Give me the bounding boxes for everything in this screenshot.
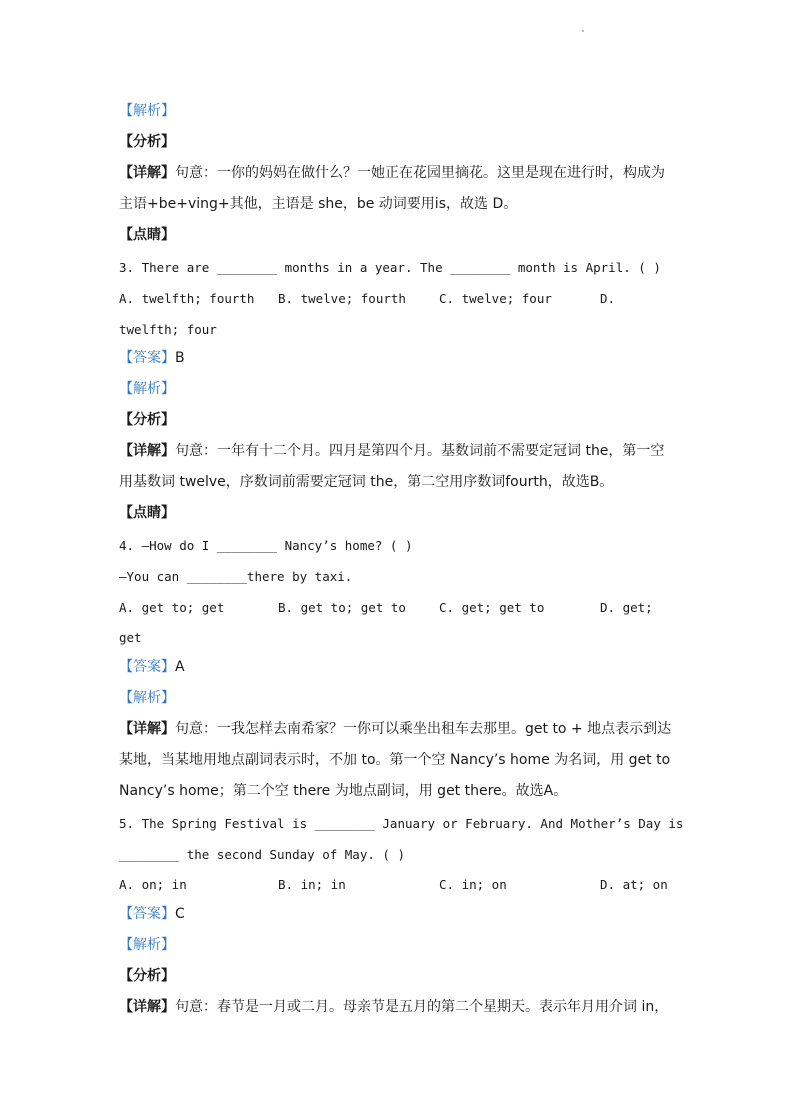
q3-option-b: B. twelve; fourth (278, 291, 406, 306)
q4-option-a: A. get to; get (119, 600, 225, 615)
q5-option-a: A. on; in (119, 877, 187, 892)
q4-option-d: D. get; (600, 600, 653, 615)
question-4-stem-2: —You can ________there by taxi. (119, 569, 353, 584)
fenxi-heading: 【分析】 (119, 134, 175, 150)
q4-detail-cont: 某地，当某地用地点副词表示时，不加 to。第一个空 Nancy’s home 为名词，用 get to (119, 752, 671, 768)
q5-option-d: D. at; on (600, 877, 668, 892)
q4-answer: 【答案】A (119, 659, 185, 675)
q5-detail: 【详解】句意：春节是一月或二月。母亲节是五月的第二个星期天。表示年月用介词 in， (119, 999, 669, 1015)
q5-option-c: C. in; on (439, 877, 507, 892)
question-5-stem-2: ________ the second Sunday of May. ( ) (119, 847, 405, 862)
q5-fenxi-heading: 【分析】 (119, 968, 175, 984)
dianjing-heading: 【点睛】 (119, 227, 175, 243)
q3-option-c: C. twelve; four (439, 291, 552, 306)
q3-dianjing-heading: 【点睛】 (119, 505, 175, 521)
q5-jiexi-heading: 【解析】 (119, 937, 175, 953)
question-5-stem: 5. The Spring Festival is ________ January or February. And Mother’s Day is (119, 816, 684, 831)
q4-jiexi-heading: 【解析】 (119, 690, 175, 706)
q5-answer: 【答案】C (119, 906, 185, 922)
question-4-stem: 4. —How do I ________ Nancy’s home? ( ) (119, 538, 413, 553)
q3-fenxi-heading: 【分析】 (119, 412, 175, 428)
q3-answer: 【答案】B (119, 350, 185, 366)
page-mark (582, 30, 584, 32)
q3-detail: 【详解】句意：一年有十二个月。四月是第四个月。基数词前不需要定冠词 the，第一空 (119, 443, 665, 459)
jiexi-heading: 【解析】 (119, 103, 175, 119)
q4-option-b: B. get to; get to (278, 600, 406, 615)
q4-option-d-cont: get (119, 630, 142, 645)
q4-option-c: C. get; get to (439, 600, 545, 615)
q3-option-d-cont: twelfth; four (119, 322, 217, 337)
q3-detail-cont: 用基数词 twelve，序数词前需要定冠词 the，第二空用序数词fourth，故选B。 (119, 474, 614, 490)
q4-detail: 【详解】句意：一我怎样去南希家？一你可以乘坐出租车去那里。get to + 地点表示到达 (119, 721, 672, 737)
q5-option-b: B. in; in (278, 877, 346, 892)
detail-paragraph-cont: 主语+be+ving+其他，主语是 she，be 动词要用is，故选 D。 (119, 196, 518, 212)
q3-option-d: D. (600, 291, 616, 306)
q3-option-a: A. twelfth; fourth (119, 291, 255, 306)
detail-paragraph: 【详解】句意：一你的妈妈在做什么？一她正在花园里摘花。这里是现在进行时，构成为 (119, 165, 665, 181)
q3-jiexi-heading: 【解析】 (119, 381, 175, 397)
q4-detail-cont-2: Nancy’s home；第二个空 there 为地点副词，用 get there。故选A。 (119, 783, 568, 799)
question-3-stem: 3. There are ________ months in a year. The ________ month is April. ( ) (119, 260, 661, 275)
